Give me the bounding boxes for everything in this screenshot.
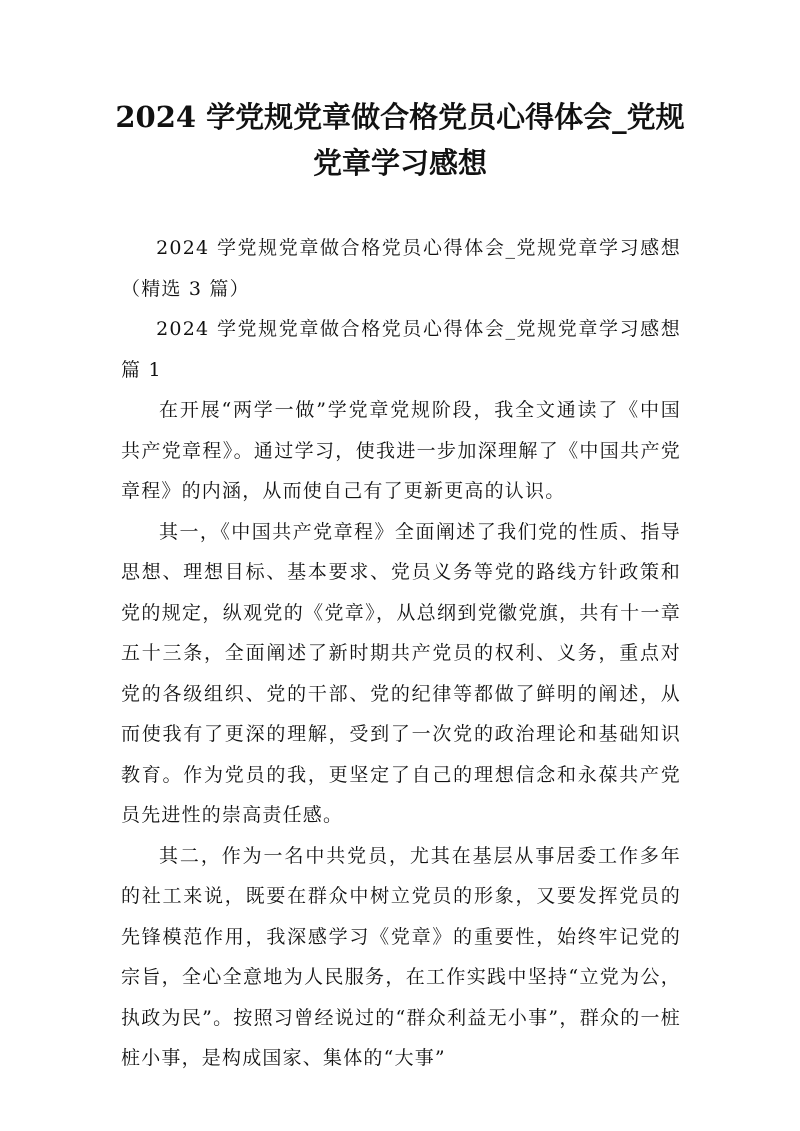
document-title: 2024 学党规党章做合格党员心得体会_党规党章学习感想: [115, 100, 685, 180]
body-paragraph: 在开展“两学一做”学党章党规阶段，我全文通读了《中国共产党章程》。通过学习，使我进一步加深理解了《中国共产党章程》的内涵，从而使自己有了更新更高的认识。: [121, 399, 681, 502]
intro-paragraph: 2024 学党规党章做合格党员心得体会_党规党章学习感想（精选 3 篇）: [121, 237, 681, 300]
section-heading: 2024 学党规党章做合格党员心得体会_党规党章学习感想 篇 1: [121, 318, 681, 381]
body-paragraph: 其二，作为一名中共党员，尤其在基层从事居委工作多年的社工来说，既要在群众中树立党员的形象，又要发挥党员的先锋模范作用，我深感学习《党章》的重要性，始终牢记党的宗旨，全心全意地为人民服务，在工作实践中坚持“立党为公，执政为民”。按照习曾经说过的“群众利益无小事”，群众的一桩桩小事，是构成国家、集体的“大事”: [121, 844, 681, 1069]
document-body: [121, 228, 681, 1079]
body-paragraph: 其一，《中国共产党章程》全面阐述了我们党的性质、指导思想、理想目标、基本要求、党员义务等党的路线方针政策和党的规定，纵观党的《党章》，从总纲到党徽党旗，共有十一章五十三条，全面阐述了新时期共产党员的权利、义务，重点对党的各级组织、党的干部、党的纪律等都做了鲜明的阐述，从而使我有了更深的理解，受到了一次党的政治理论和基础知识教育。作为党员的我，更坚定了自己的理想信念和永葆共产党员先进性的崇高责任感。: [121, 520, 681, 826]
